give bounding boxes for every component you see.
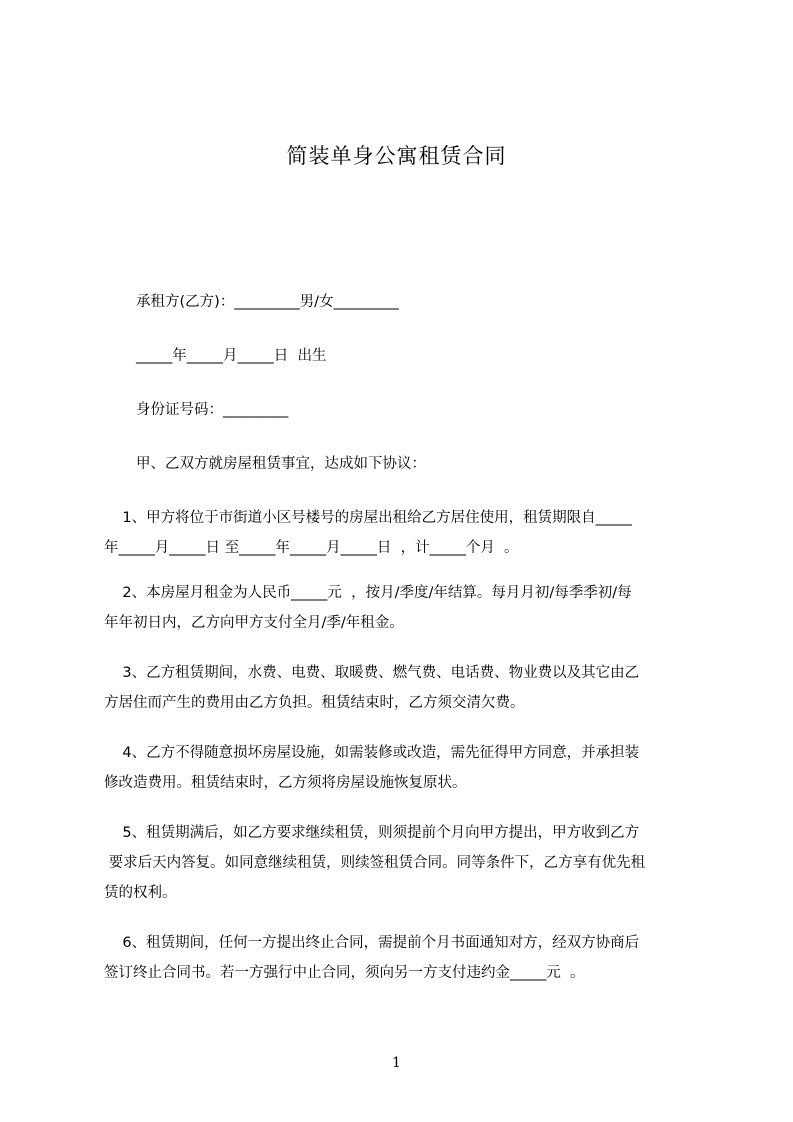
- clause-line: 修改造费用。租赁结束时，乙方须将房屋设施恢复原状。: [104, 775, 467, 791]
- birth-date-line: _____年_____月_____日 出生: [136, 348, 327, 364]
- clause-line: 5、租赁期满后，如乙方要求继续租赁，则须提前个月向甲方提出，甲方收到乙方: [104, 825, 640, 841]
- clause-4: [104, 738, 704, 798]
- clause-6: [104, 928, 704, 988]
- id-number-line: 身份证号码：_________: [136, 402, 289, 418]
- clause-line: 6、租赁期间，任何一方提出终止合同，需提前个月书面通知对方，经双方协商后: [104, 935, 640, 951]
- clause-5: [104, 818, 704, 908]
- document-title: 简装单身公寓租赁合同: [286, 144, 507, 168]
- clause-line: 年_____月_____日 至_____年_____月_____日 ，计_____个月 。: [104, 540, 519, 556]
- clause-line: 赁的权利。: [104, 885, 177, 901]
- clause-1: [104, 503, 704, 563]
- page-number: 1: [392, 1055, 401, 1071]
- clause-line: 签订终止合同书。若一方强行中止合同，须向另一方支付违约金_____元 。: [104, 965, 585, 981]
- clause-line: 1、甲方将位于市街道小区号楼号的房屋出租给乙方居住使用，租赁期限自_____: [104, 510, 632, 526]
- clause-3: [104, 658, 704, 718]
- clause-line: 方居住而产生的费用由乙方负担。租赁结束时，乙方须交清欠费。: [104, 695, 525, 711]
- clause-line: 要求后天内答复。如同意继续租赁，则续签租赁合同。同等条件下，乙方享有优先租: [104, 855, 646, 871]
- clause-line: 4、乙方不得随意损坏房屋设施，如需装修或改造，需先征得甲方同意，并承担装: [104, 745, 640, 761]
- lessee-line: 承租方(乙方)：_________男/女_________: [136, 294, 399, 310]
- clause-line: 2、本房屋月租金为人民币_____元 ，按月/季度/年结算。每月月初/每季季初/每: [104, 585, 632, 601]
- clause-2: [104, 578, 704, 638]
- agreement-intro: 甲、乙双方就房屋租赁事宜，达成如下协议：: [136, 456, 426, 472]
- clause-line: 年年初日内，乙方向甲方支付全月/季/年租金。: [104, 615, 404, 631]
- clause-line: 3、乙方租赁期间，水费、电费、取暖费、燃气费、电话费、物业费以及其它由乙: [104, 665, 640, 681]
